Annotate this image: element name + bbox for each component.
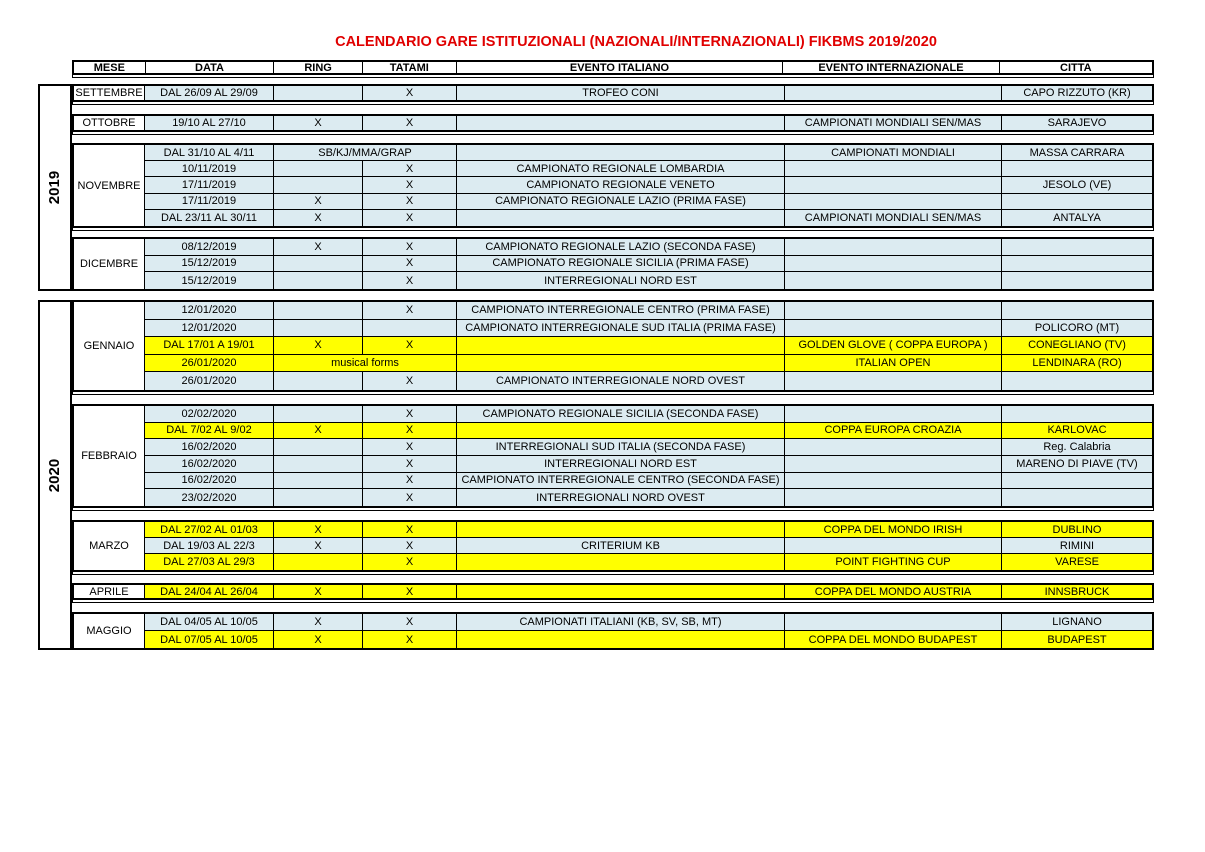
ring-cell: X <box>274 337 363 354</box>
header-ring: RING <box>274 62 363 73</box>
date-cell: 16/02/2020 <box>145 439 274 455</box>
month-label: SETTEMBRE <box>74 86 145 100</box>
citta-cell <box>1002 302 1152 319</box>
evento-italiano-cell <box>457 355 785 372</box>
ring-tatami-cell: musical forms <box>274 355 457 372</box>
evento-internazionale-cell: COPPA DEL MONDO IRISH <box>785 522 1002 537</box>
citta-cell: POLICORO (MT) <box>1034 321 1120 334</box>
table-row <box>145 239 1152 256</box>
date-cell: 19/10 AL 27/10 <box>145 116 274 130</box>
table-row <box>145 194 1152 210</box>
separator-strip <box>72 508 1154 511</box>
table-row <box>145 585 1152 598</box>
separator-strip <box>72 132 1154 135</box>
date-cell: 26/01/2020 <box>145 355 274 372</box>
month-block-aprile <box>72 583 1154 600</box>
ring-cell: X <box>274 522 363 537</box>
tatami-cell: X <box>363 406 457 422</box>
date-cell: 17/11/2019 <box>145 177 274 192</box>
citta-cell: BUDAPEST <box>1047 633 1107 646</box>
date-cell: DAL 27/03 AL 29/3 <box>145 554 274 570</box>
date-cell: DAL 19/03 AL 22/3 <box>145 538 274 553</box>
citta-cell: CONEGLIANO (TV) <box>1028 339 1126 352</box>
table-row <box>145 554 1152 570</box>
date-cell: DAL 23/11 AL 30/11 <box>145 210 274 226</box>
ring-cell <box>274 302 363 319</box>
tatami-cell: X <box>363 194 457 209</box>
evento-italiano-cell: INTERREGIONALI NORD OVEST <box>457 489 785 506</box>
citta-cell: LIGNANO <box>1052 616 1102 628</box>
date-cell: DAL 27/02 AL 01/03 <box>145 522 274 537</box>
tatami-cell: X <box>363 456 457 472</box>
tatami-cell: X <box>363 585 457 598</box>
date-cell: DAL 17/01 A 19/01 <box>145 337 274 354</box>
month-label: DICEMBRE <box>74 239 145 289</box>
evento-internazionale-cell: GOLDEN GLOVE ( COPPA EUROPA ) <box>785 337 1002 354</box>
table-row <box>145 145 1152 161</box>
ring-cell: X <box>274 116 363 130</box>
ring-cell: X <box>274 239 363 255</box>
evento-internazionale-cell <box>785 256 1002 272</box>
date-cell: 16/02/2020 <box>145 456 274 472</box>
citta-cell <box>1002 489 1152 506</box>
ring-tatami-cell: SB/KJ/MMA/GRAP <box>274 145 457 160</box>
ring-cell <box>274 320 363 337</box>
table-row <box>145 161 1152 177</box>
evento-italiano-cell: TROFEO CONI <box>457 86 785 100</box>
citta-cell: MASSA CARRARA <box>1029 146 1125 159</box>
evento-italiano-cell: INTERREGIONALI NORD EST <box>457 272 785 289</box>
evento-internazionale-cell: CAMPIONATI MONDIALI SEN/MAS <box>785 210 1002 226</box>
citta-cell <box>1002 256 1152 272</box>
tatami-cell: X <box>363 210 457 226</box>
evento-italiano-cell: CAMPIONATO REGIONALE VENETO <box>457 177 785 192</box>
table-row <box>145 489 1152 506</box>
evento-italiano-cell: CAMPIONATO REGIONALE LOMBARDIA <box>457 161 785 176</box>
evento-internazionale-cell: ITALIAN OPEN <box>785 355 1002 372</box>
table-row <box>145 256 1152 273</box>
separator-strip <box>72 600 1154 603</box>
evento-italiano-cell: CAMPIONATO REGIONALE SICILIA (SECONDA FASE) <box>457 406 785 422</box>
tatami-cell: X <box>363 372 457 390</box>
evento-italiano-cell <box>457 145 785 160</box>
evento-internazionale-cell: CAMPIONATI MONDIALI <box>785 145 1002 160</box>
evento-italiano-cell <box>457 585 785 598</box>
ring-cell: X <box>274 614 363 630</box>
year-2019 <box>38 84 72 291</box>
evento-internazionale-cell <box>785 439 1002 455</box>
header-citta: CITTA <box>1060 62 1092 74</box>
year-2019-label: 2019 <box>46 170 64 205</box>
month-block-marzo <box>72 520 1154 572</box>
evento-italiano-cell: CAMPIONATO INTERREGIONALE NORD OVEST <box>457 372 785 390</box>
month-block-febbraio <box>72 404 1154 508</box>
table-row <box>145 522 1152 538</box>
month-label: NOVEMBRE <box>74 145 145 226</box>
citta-cell: INNSBRUCK <box>1044 585 1110 598</box>
table-row <box>145 439 1152 456</box>
month-block-dicembre <box>72 237 1154 291</box>
tatami-cell: X <box>363 631 457 648</box>
ring-cell <box>274 456 363 472</box>
table-row <box>145 337 1152 355</box>
table-header <box>72 60 1154 75</box>
ring-cell <box>274 372 363 390</box>
ring-cell <box>274 272 363 289</box>
ring-cell: X <box>274 538 363 553</box>
tatami-cell: X <box>363 239 457 255</box>
evento-italiano-cell <box>457 522 785 537</box>
date-cell: 26/01/2020 <box>145 372 274 390</box>
tatami-cell: X <box>363 473 457 489</box>
citta-cell <box>1002 372 1152 390</box>
header-evento-italiano: EVENTO ITALIANO <box>457 62 784 73</box>
table-row <box>145 210 1152 226</box>
evento-internazionale-cell <box>785 473 1002 489</box>
table-row <box>145 473 1152 490</box>
evento-internazionale-cell: POINT FIGHTING CUP <box>785 554 1002 570</box>
citta-cell <box>1002 194 1152 209</box>
evento-internazionale-cell <box>785 177 1002 192</box>
evento-italiano-cell <box>457 554 785 570</box>
separator-strip <box>72 572 1154 575</box>
date-cell: 23/02/2020 <box>145 489 274 506</box>
evento-internazionale-cell: COPPA DEL MONDO BUDAPEST <box>785 631 1002 648</box>
ring-cell: X <box>274 585 363 598</box>
separator-strip <box>72 392 1154 395</box>
evento-internazionale-cell <box>785 194 1002 209</box>
ring-cell: X <box>274 631 363 648</box>
evento-italiano-cell <box>457 210 785 226</box>
year-2020-label: 2020 <box>46 458 64 492</box>
evento-internazionale-cell <box>785 406 1002 422</box>
citta-cell <box>1002 406 1152 422</box>
table-row <box>145 614 1152 631</box>
citta-cell: MARENO DI PIAVE (TV) <box>1016 457 1138 470</box>
table-row <box>145 372 1152 390</box>
tatami-cell: X <box>363 302 457 319</box>
ring-cell: X <box>274 210 363 226</box>
tatami-cell: X <box>363 538 457 553</box>
tatami-cell: X <box>363 337 457 354</box>
header-tatami: TATAMI <box>363 62 457 73</box>
tatami-cell: X <box>363 614 457 630</box>
tatami-cell: X <box>363 423 457 439</box>
date-cell: 17/11/2019 <box>145 194 274 209</box>
header-strip <box>72 75 1154 78</box>
table-row <box>145 302 1152 320</box>
evento-italiano-cell <box>457 631 785 648</box>
ring-cell: X <box>274 423 363 439</box>
table-row <box>145 631 1152 648</box>
evento-internazionale-cell: COPPA EUROPA CROAZIA <box>785 423 1002 439</box>
citta-cell: ANTALYA <box>1053 211 1101 224</box>
evento-italiano-cell: CAMPIONATO REGIONALE LAZIO (SECONDA FASE) <box>457 239 785 255</box>
citta-cell <box>1002 239 1152 255</box>
tatami-cell: X <box>363 161 457 176</box>
ring-cell <box>274 473 363 489</box>
ring-cell <box>274 439 363 455</box>
evento-internazionale-cell: CAMPIONATI MONDIALI SEN/MAS <box>785 116 1002 130</box>
month-block-maggio <box>72 612 1154 650</box>
month-block-novembre <box>72 143 1154 228</box>
date-cell: 12/01/2020 <box>145 320 274 337</box>
table-row <box>145 86 1152 100</box>
header-mese: MESE <box>74 62 146 73</box>
table-row <box>145 423 1152 440</box>
tatami-cell: X <box>363 554 457 570</box>
tatami-cell: X <box>363 489 457 506</box>
month-label: FEBBRAIO <box>74 406 145 506</box>
ring-cell <box>274 256 363 272</box>
ring-cell <box>274 161 363 176</box>
evento-internazionale-cell <box>785 456 1002 472</box>
page-title: CALENDARIO GARE ISTITUZIONALI (NAZIONALI/INTERNAZIONALI) FIKBMS 2019/2020 <box>335 34 937 50</box>
separator-strip <box>72 228 1154 231</box>
tatami-cell: X <box>363 522 457 537</box>
citta-cell <box>1002 272 1152 289</box>
evento-internazionale-cell <box>785 239 1002 255</box>
evento-italiano-cell: CAMPIONATO REGIONALE LAZIO (PRIMA FASE) <box>457 194 785 209</box>
year-2020 <box>38 300 72 650</box>
date-cell: 15/12/2019 <box>145 272 274 289</box>
date-cell: DAL 24/04 AL 26/04 <box>145 585 274 598</box>
tatami-cell <box>363 320 457 337</box>
tatami-cell: X <box>363 86 457 100</box>
table-row <box>145 177 1152 193</box>
citta-cell: SARAJEVO <box>1047 117 1107 129</box>
citta-cell: Reg. Calabria <box>1043 441 1111 454</box>
month-label: GENNAIO <box>74 302 145 390</box>
month-label: MARZO <box>74 522 145 570</box>
tatami-cell: X <box>363 272 457 289</box>
evento-internazionale-cell <box>785 614 1002 630</box>
citta-cell: JESOLO (VE) <box>1042 178 1112 191</box>
date-cell: 02/02/2020 <box>145 406 274 422</box>
citta-cell <box>1002 161 1152 176</box>
table-row <box>145 272 1152 289</box>
table-row <box>145 538 1152 554</box>
evento-internazionale-cell: COPPA DEL MONDO AUSTRIA <box>785 585 1002 598</box>
evento-internazionale-cell <box>785 161 1002 176</box>
header-data: DATA <box>146 62 275 73</box>
ring-cell <box>274 177 363 192</box>
month-block-gennaio <box>72 300 1154 392</box>
table-row <box>145 116 1152 130</box>
evento-italiano-cell: CAMPIONATO INTERREGIONALE CENTRO (PRIMA FASE) <box>457 302 785 319</box>
date-cell: DAL 7/02 AL 9/02 <box>145 423 274 439</box>
date-cell: DAL 07/05 AL 10/05 <box>145 631 274 648</box>
table-row <box>145 320 1152 338</box>
evento-italiano-cell <box>457 423 785 439</box>
month-block-settembre <box>72 84 1154 102</box>
ring-cell <box>274 489 363 506</box>
date-cell: 16/02/2020 <box>145 473 274 489</box>
evento-internazionale-cell <box>785 538 1002 553</box>
tatami-cell: X <box>363 256 457 272</box>
tatami-cell: X <box>363 116 457 130</box>
ring-cell <box>274 406 363 422</box>
table-row <box>145 456 1152 473</box>
table-row <box>145 406 1152 423</box>
evento-internazionale-cell <box>785 272 1002 289</box>
date-cell: DAL 26/09 AL 29/09 <box>145 86 274 100</box>
evento-italiano-cell: CAMPIONATO INTERREGIONALE CENTRO (SECONDA FASE) <box>457 473 785 489</box>
evento-italiano-cell: INTERREGIONALI NORD EST <box>457 456 785 472</box>
month-label: OTTOBRE <box>74 116 145 130</box>
month-label: MAGGIO <box>74 614 145 648</box>
month-label: APRILE <box>74 585 145 598</box>
citta-cell <box>1002 473 1152 489</box>
citta-cell: LENDINARA (RO) <box>1032 357 1122 370</box>
evento-internazionale-cell <box>785 320 1002 337</box>
date-cell: 08/12/2019 <box>145 239 274 255</box>
citta-cell: VARESE <box>1055 556 1099 568</box>
tatami-cell: X <box>363 439 457 455</box>
month-block-ottobre <box>72 114 1154 132</box>
evento-internazionale-cell <box>785 86 1002 100</box>
date-cell: 10/11/2019 <box>145 161 274 176</box>
tatami-cell: X <box>363 177 457 192</box>
citta-cell: DUBLINO <box>1052 523 1102 536</box>
evento-italiano-cell: CAMPIONATO INTERREGIONALE SUD ITALIA (PRIMA FASE) <box>457 320 785 337</box>
ring-cell <box>274 86 363 100</box>
evento-italiano-cell: CRITERIUM KB <box>457 538 785 553</box>
date-cell: DAL 04/05 AL 10/05 <box>145 614 274 630</box>
evento-italiano-cell <box>457 337 785 354</box>
date-cell: 12/01/2020 <box>145 302 274 319</box>
date-cell: DAL 31/10 AL 4/11 <box>145 145 274 160</box>
evento-internazionale-cell <box>785 372 1002 390</box>
evento-internazionale-cell <box>785 302 1002 319</box>
ring-cell: X <box>274 194 363 209</box>
evento-italiano-cell: CAMPIONATI ITALIANI (KB, SV, SB, MT) <box>457 614 785 630</box>
evento-internazionale-cell <box>785 489 1002 506</box>
citta-cell: CAPO RIZZUTO (KR) <box>1023 87 1131 99</box>
evento-italiano-cell <box>457 116 785 130</box>
separator-strip <box>72 102 1154 105</box>
evento-italiano-cell: INTERREGIONALI SUD ITALIA (SECONDA FASE) <box>457 439 785 455</box>
evento-italiano-cell: CAMPIONATO REGIONALE SICILIA (PRIMA FASE) <box>457 256 785 272</box>
citta-cell: RIMINI <box>1059 539 1095 552</box>
date-cell: 15/12/2019 <box>145 256 274 272</box>
header-evento-internazionale: EVENTO INTERNAZIONALE <box>783 62 999 73</box>
citta-cell: KARLOVAC <box>1047 424 1107 437</box>
ring-cell <box>274 554 363 570</box>
table-row <box>145 355 1152 373</box>
